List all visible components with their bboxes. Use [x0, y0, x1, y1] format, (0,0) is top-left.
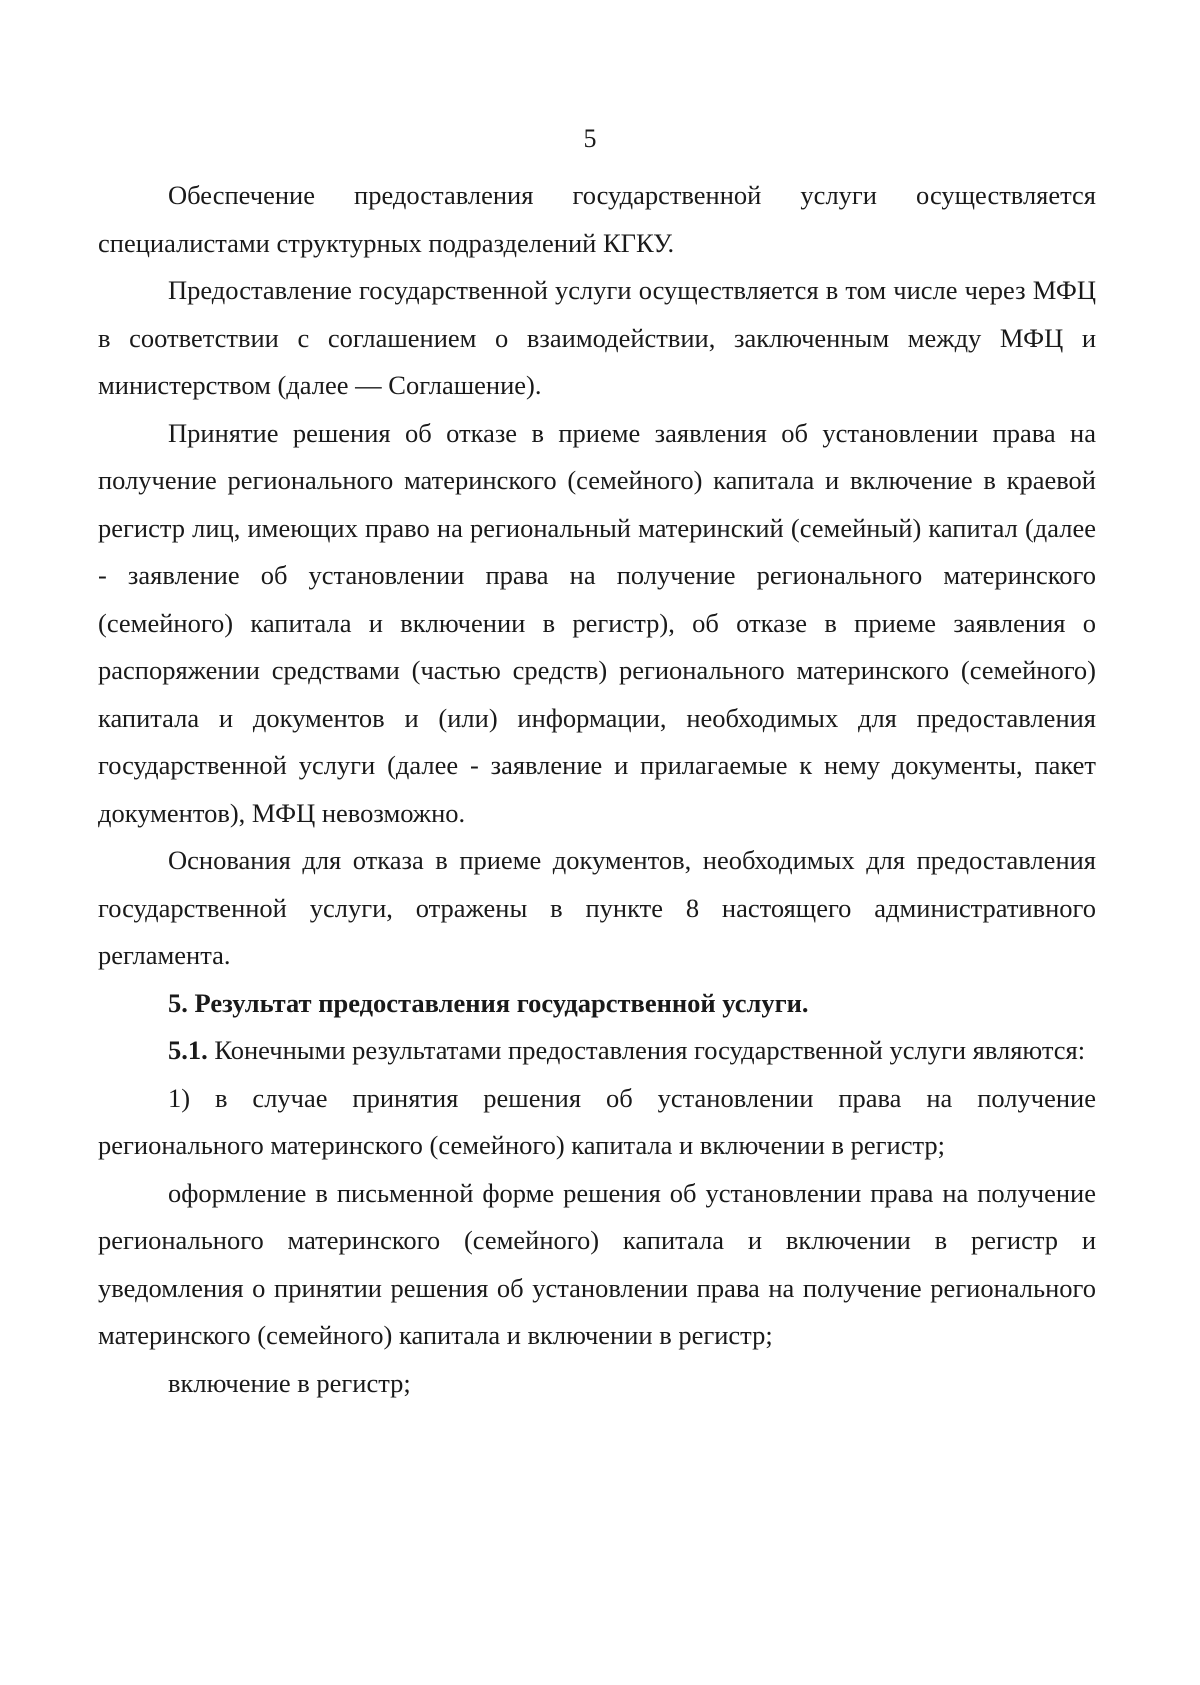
list-item-1-register: включение в регистр; — [168, 1367, 411, 1398]
list-item-1: 1) в случае принятия решения об установлении права на получение регионального материнского (семейного) капитала и включении в регистр; — [98, 1082, 1096, 1160]
list-item-1-decision: оформление в письменной форме решения об установлении права на получение регионального материнского (семейного) капитала и включении в регистр и уведомления о принятии решения об установлении права на получение регионального материнского (семейного) капитала и включении в регистр; — [98, 1177, 1096, 1350]
item-number-5-1: 5.1. — [168, 1035, 208, 1065]
paragraph-5-1 — [98, 1027, 1096, 1075]
section-heading-result: 5. Результат предоставления государственной услуги. — [168, 987, 809, 1018]
paragraph-refusal-grounds: Основания для отказа в приеме документов, необходимых для предоставления государственной услуги, отражены в пункте 8 настоящего административного регламента. — [98, 845, 1096, 970]
paragraph-staff-provision: Обеспечение предоставления государственной услуги осуществляется специалистами структурных подразделений КГКУ. — [98, 180, 1096, 258]
page-number: 5 — [583, 124, 597, 153]
paragraph-mfc-agreement: Предоставление государственной услуги осуществляется в том числе через МФЦ в соответствии с соглашением о взаимодействии, заключенным между МФЦ и министерством (далее — Соглашение). — [98, 275, 1096, 400]
item-text-5-1: Конечными результатами предоставления государственной услуги являются: — [207, 1035, 1086, 1065]
paragraph-refusal-impossible: Принятие решения об отказе в приеме заявления об установлении права на получение регионального материнского (семейного) капитала и включение в краевой регистр лиц, имеющих право на региональный материнский (семейный) капитал (далее - заявление об установлении права на получение регионального материнского (семейного) капитала и включении в регистр), об отказе в приеме заявления о распоряжении средствами (частью средств) регионального материнского (семейного) капитала и документов и (или) информации, необходимых для предоставления государственной услуги (далее - заявление и прилагаемые к нему документы, пакет документов), МФЦ невозможно. — [98, 417, 1096, 828]
document-body — [98, 172, 1096, 1407]
